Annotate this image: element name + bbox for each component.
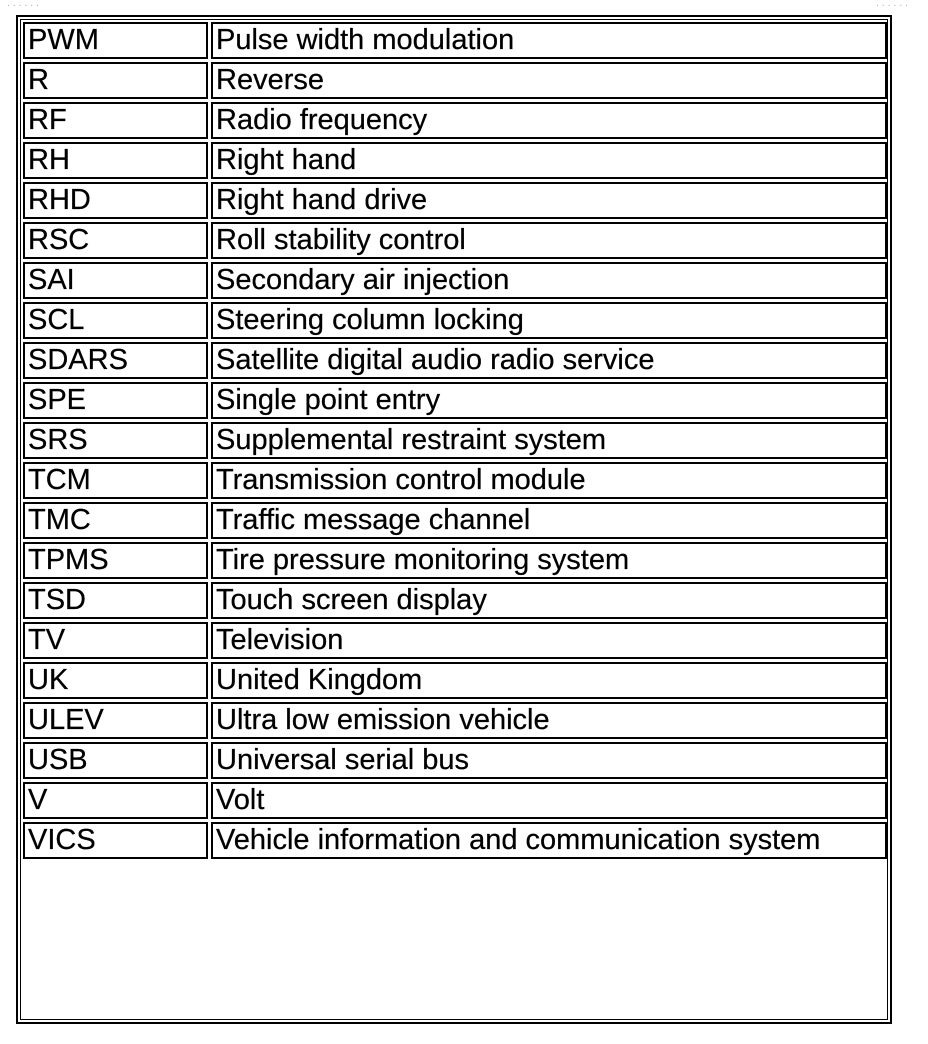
meaning-cell: Pulse width modulation bbox=[211, 22, 887, 59]
abbreviation-cell: TPMS bbox=[23, 542, 208, 579]
abbreviation-cell: RH bbox=[23, 142, 208, 179]
table-row bbox=[23, 462, 887, 499]
meaning-cell: Television bbox=[211, 622, 887, 659]
abbreviation-cell: SPE bbox=[23, 382, 208, 419]
meaning-cell: Transmission control module bbox=[211, 462, 887, 499]
table-row bbox=[23, 262, 887, 299]
meaning-cell: Traffic message channel bbox=[211, 502, 887, 539]
abbreviation-cell: RHD bbox=[23, 182, 208, 219]
table-row bbox=[23, 662, 887, 699]
abbreviation-cell: RSC bbox=[23, 222, 208, 259]
meaning-cell: Supplemental restraint system bbox=[211, 422, 887, 459]
abbreviation-cell: VICS bbox=[23, 822, 208, 859]
table-row bbox=[23, 342, 887, 379]
abbreviation-cell: ULEV bbox=[23, 702, 208, 739]
abbreviation-cell: SDARS bbox=[23, 342, 208, 379]
corner-dots-right: ...... bbox=[875, 0, 910, 8]
table-row bbox=[23, 302, 887, 339]
table-row bbox=[23, 822, 887, 859]
abbreviation-cell: TCM bbox=[23, 462, 208, 499]
table-row bbox=[23, 22, 887, 59]
meaning-cell: Volt bbox=[211, 782, 887, 819]
abbreviation-cell: PWM bbox=[23, 22, 208, 59]
meaning-cell: Touch screen display bbox=[211, 582, 887, 619]
abbreviation-cell: V bbox=[23, 782, 208, 819]
meaning-cell: Single point entry bbox=[211, 382, 887, 419]
abbreviation-cell: SRS bbox=[23, 422, 208, 459]
table-row bbox=[23, 102, 887, 139]
abbreviation-cell: SAI bbox=[23, 262, 208, 299]
abbreviation-cell: TSD bbox=[23, 582, 208, 619]
table-row bbox=[23, 582, 887, 619]
meaning-cell: Radio frequency bbox=[211, 102, 887, 139]
abbreviation-cell: UK bbox=[23, 662, 208, 699]
table-row bbox=[23, 702, 887, 739]
meaning-cell: Secondary air injection bbox=[211, 262, 887, 299]
meaning-cell: Roll stability control bbox=[211, 222, 887, 259]
abbreviation-table-body bbox=[23, 22, 887, 859]
meaning-cell: Satellite digital audio radio service bbox=[211, 342, 887, 379]
table-row bbox=[23, 542, 887, 579]
meaning-cell: Steering column locking bbox=[211, 302, 887, 339]
abbreviation-cell: RF bbox=[23, 102, 208, 139]
table-row bbox=[23, 422, 887, 459]
abbreviation-cell: TMC bbox=[23, 502, 208, 539]
corner-dots-left: ...... bbox=[6, 0, 41, 8]
table-row bbox=[23, 222, 887, 259]
abbreviation-cell: SCL bbox=[23, 302, 208, 339]
meaning-cell: Vehicle information and communication system bbox=[211, 822, 887, 859]
meaning-cell: Right hand bbox=[211, 142, 887, 179]
table-row bbox=[23, 742, 887, 779]
table-row bbox=[23, 62, 887, 99]
table-row bbox=[23, 382, 887, 419]
meaning-cell: Tire pressure monitoring system bbox=[211, 542, 887, 579]
table-row bbox=[23, 782, 887, 819]
meaning-cell: Right hand drive bbox=[211, 182, 887, 219]
meaning-cell: United Kingdom bbox=[211, 662, 887, 699]
table-row bbox=[23, 622, 887, 659]
abbreviation-cell: R bbox=[23, 62, 208, 99]
meaning-cell: Universal serial bus bbox=[211, 742, 887, 779]
meaning-cell: Reverse bbox=[211, 62, 887, 99]
abbreviation-table bbox=[20, 19, 890, 862]
table-row bbox=[23, 182, 887, 219]
abbreviation-cell: USB bbox=[23, 742, 208, 779]
abbreviation-cell: TV bbox=[23, 622, 208, 659]
table-row bbox=[23, 142, 887, 179]
meaning-cell: Ultra low emission vehicle bbox=[211, 702, 887, 739]
table-row bbox=[23, 502, 887, 539]
